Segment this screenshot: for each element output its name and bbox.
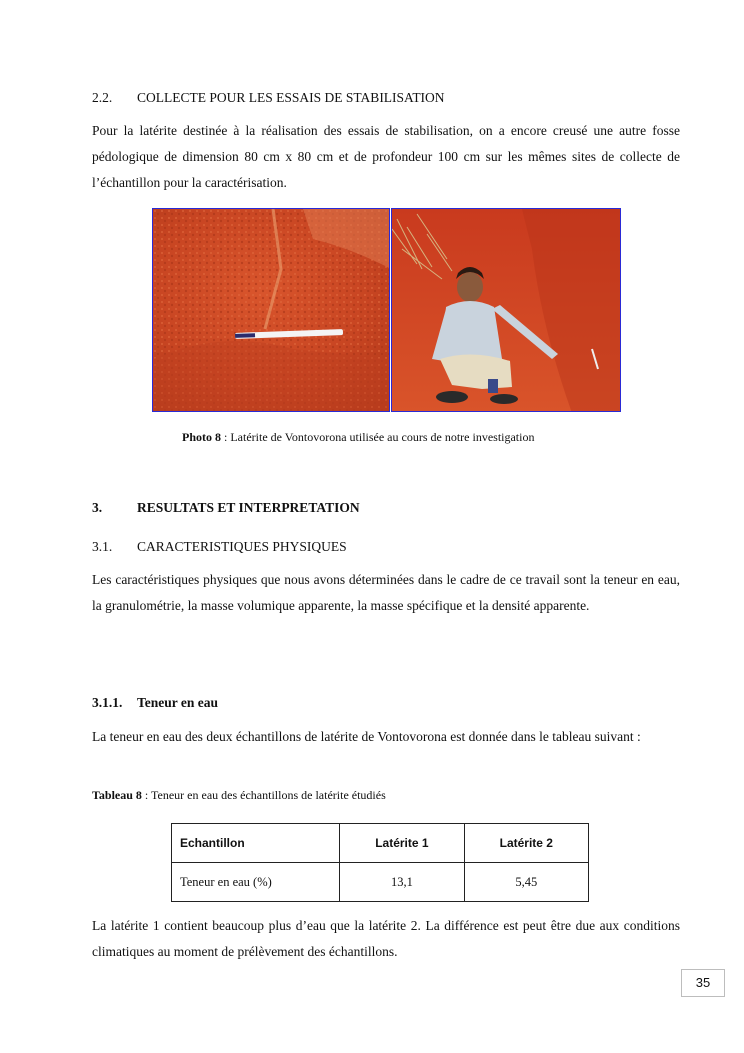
section-2-2-paragraph: Pour la latérite destinée à la réalisation des essais de stabilisation, on a encore creusé une autre fosse pédologique de dimension 80 cm x 80 cm et de profondeur 100 cm sur les mêmes sites de collecte de l’échantillon pour la caractérisation. bbox=[92, 123, 680, 190]
table-caption-text: : Teneur en eau des échantillons de latérite étudiés bbox=[141, 788, 386, 802]
section-title: COLLECTE POUR LES ESSAIS DE STABILISATION bbox=[137, 90, 445, 105]
table-row bbox=[172, 863, 589, 902]
laterite-soil-photo bbox=[152, 208, 390, 412]
table-cell: 13,1 bbox=[340, 863, 464, 902]
person-at-pit-photo bbox=[391, 208, 621, 412]
conclusion-paragraph: La latérite 1 contient beaucoup plus d’eau que la latérite 2. La différence est peut être due aux conditions climatiques au moment de prélèvement des échantillons. bbox=[92, 918, 680, 959]
table-header-cell: Latérite 2 bbox=[464, 824, 588, 863]
section-3-1-heading bbox=[92, 539, 347, 555]
table-header-cell: Latérite 1 bbox=[340, 824, 464, 863]
photo-caption-label: Photo 8 bbox=[182, 430, 221, 444]
table-cell: Teneur en eau (%) bbox=[172, 863, 340, 902]
photo-caption bbox=[182, 430, 534, 444]
laterite-soil-image bbox=[153, 209, 390, 412]
section-title: RESULTATS ET INTERPRETATION bbox=[137, 500, 360, 515]
page-number: 35 bbox=[681, 969, 725, 997]
person-at-pit-image bbox=[392, 209, 621, 412]
section-number: 2.2. bbox=[92, 90, 113, 105]
section-3-1-paragraph: Les caractéristiques physiques que nous avons déterminées dans le cadre de ce travail sont la teneur en eau, la granulométrie, la masse volumique apparente, la masse spécifique et la densité apparente. bbox=[92, 572, 680, 613]
section-2-2-heading bbox=[92, 90, 445, 106]
section-number: 3.1.1. bbox=[92, 695, 123, 710]
section-title: CARACTERISTIQUES PHYSIQUES bbox=[137, 539, 347, 554]
table-header-cell: Echantillon bbox=[172, 824, 340, 863]
water-content-table bbox=[171, 823, 589, 902]
section-number: 3. bbox=[92, 500, 103, 515]
table-header-row bbox=[172, 824, 589, 863]
photo-caption-text: : Latérite de Vontovorona utilisée au cours de notre investigation bbox=[221, 430, 535, 444]
table-caption-label: Tableau 8 bbox=[92, 788, 142, 802]
section-number: 3.1. bbox=[92, 539, 113, 554]
section-3-heading bbox=[92, 500, 360, 516]
table-cell: 5,45 bbox=[464, 863, 588, 902]
section-3-1-1-heading bbox=[92, 695, 218, 711]
section-title: Teneur en eau bbox=[137, 695, 219, 710]
section-3-1-1-paragraph: La teneur en eau des deux échantillons de latérite de Vontovorona est donnée dans le tableau suivant : bbox=[92, 729, 641, 744]
table-caption bbox=[92, 788, 386, 802]
